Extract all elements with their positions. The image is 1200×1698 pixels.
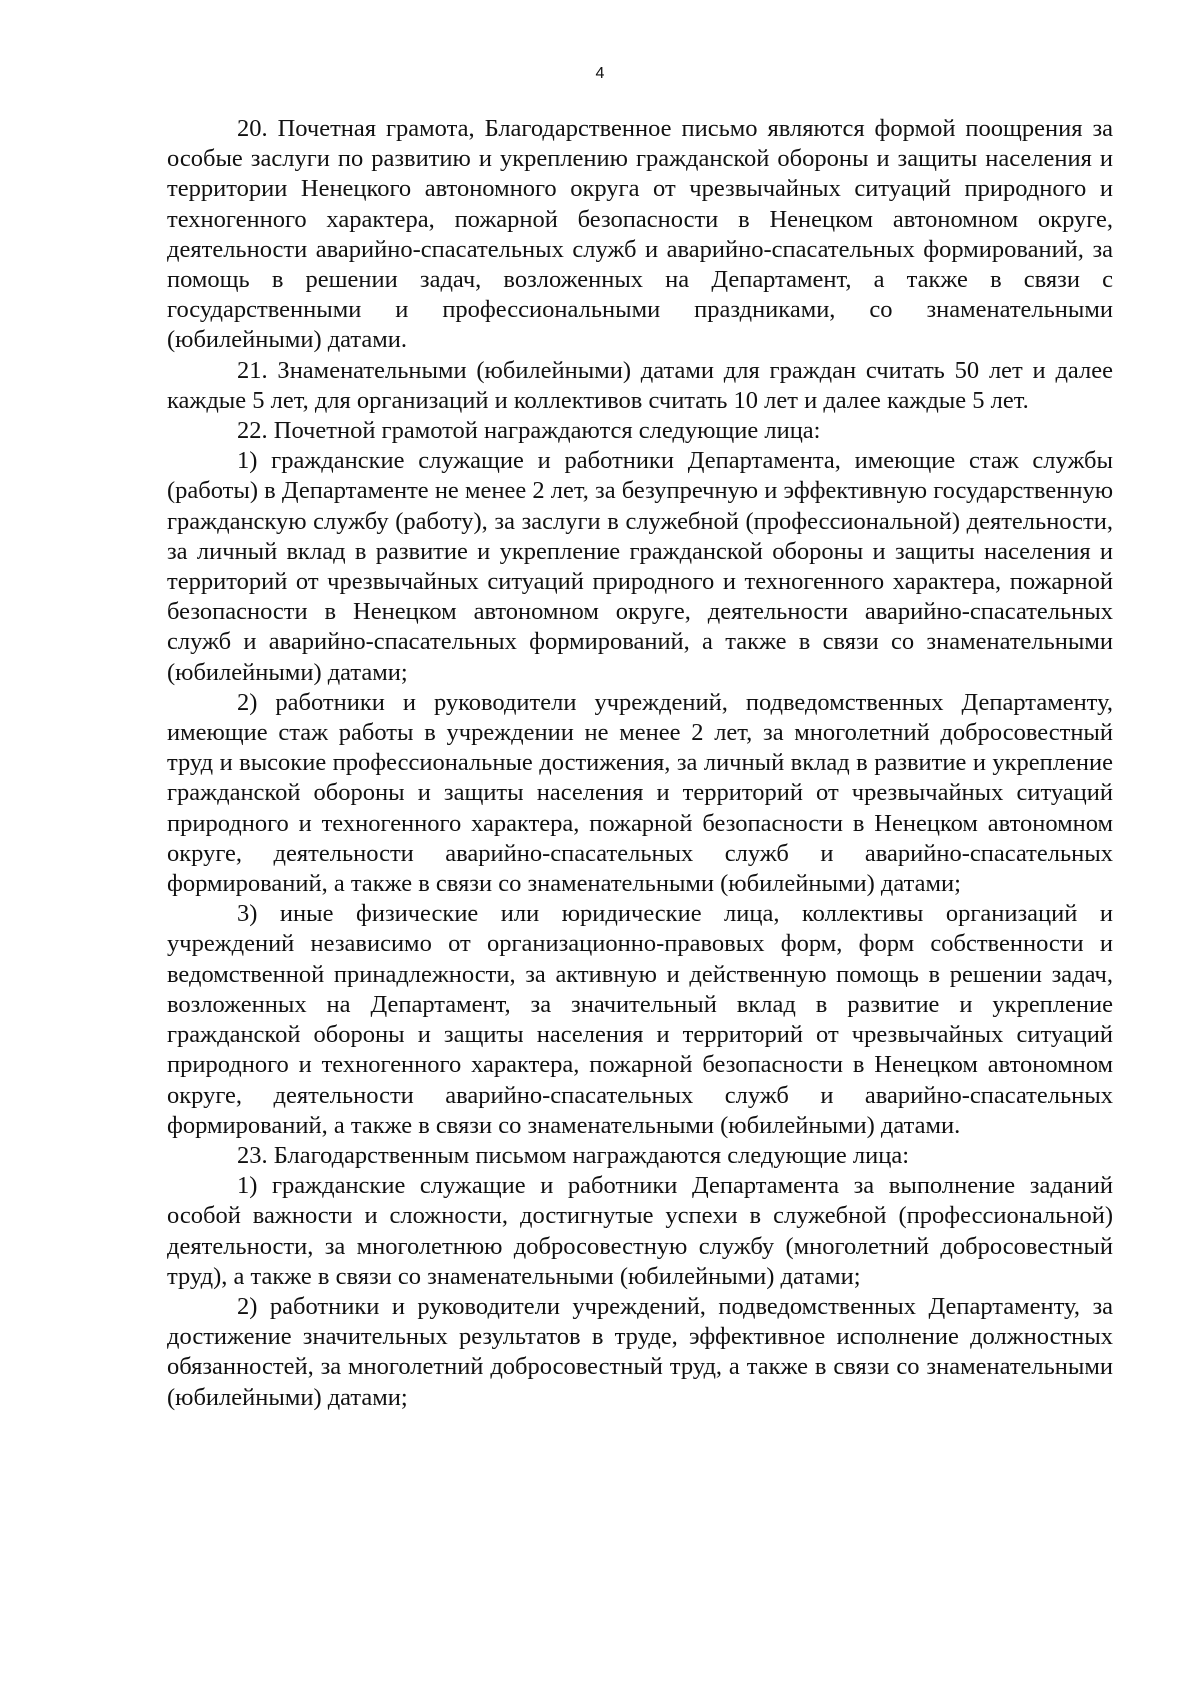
page-number: 4 xyxy=(595,65,605,82)
paragraph-22-item-3: 3) иные физические или юридические лица, коллективы организаций и учреждений независимо от организационно-правовых форм, форм собственности и ведомственной принадлежности, за активную и действенную помощь в решении задач, возложенных на Департамент, за значительный вклад в развитие и укрепление гражданской обороны и защиты населения и территорий от чрезвычайных ситуаций природного и техногенного характера, пожарной безопасности в Ненецком автономном округе, деятельности аварийно-спасательных служб и аварийно-спасательных формирований, а также в связи со знаменательными (юбилейными) датами. xyxy=(167,900,1113,1139)
paragraph-22-item-2: 2) работники и руководители учреждений, подведомственных Департаменту, имеющие стаж работы в учреждении не менее 2 лет, за многолетний добросовестный труд и высокие профессиональные достижения, за личный вклад в развитие и укрепление гражданской обороны и защиты населения и территорий от чрезвычайных ситуаций природного и техногенного характера, пожарной безопасности в Ненецком автономном округе, деятельности аварийно-спасательных служб и аварийно-спасательных формирований, а также в связи со знаменательными (юбилейными) датами; xyxy=(167,688,1113,898)
paragraph-22-heading: 22. Почетной грамотой награждаются следующие лица: xyxy=(237,417,821,445)
document-body xyxy=(167,114,1113,1413)
paragraph-22-item-1: 1) гражданские служащие и работники Департамента, имеющие стаж службы (работы) в Департаменте не менее 2 лет, за безупречную и эффективную государственную гражданскую службу (работу), за заслуги в служебной (профессиональной) деятельности, за личный вклад в развитие и укрепление гражданской обороны и защиты населения и территорий от чрезвычайных ситуаций природного и техногенного характера, пожарной безопасности в Ненецком автономном округе, деятельности аварийно-спасательных служб и аварийно-спасательных формирований, а также в связи со знаменательными (юбилейными) датами; xyxy=(167,447,1113,686)
paragraph-23-item-2: 2) работники и руководители учреждений, подведомственных Департаменту, за достижение значительных результатов в труде, эффективное исполнение должностных обязанностей, за многолетний добросовестный труд, а также в связи со знаменательными (юбилейными) датами; xyxy=(167,1292,1113,1411)
paragraph-23-heading: 23. Благодарственным письмом награждаются следующие лица: xyxy=(237,1141,910,1169)
paragraph-23-item-1: 1) гражданские служащие и работники Департамента за выполнение заданий особой важности и сложности, достигнутые успехи в служебной (профессиональной) деятельности, за многолетнюю добросовестную службу (многолетний добросовестный труд), а также в связи со знаменательными (юбилейными) датами; xyxy=(167,1172,1113,1290)
paragraph-21: 21. Знаменательными (юбилейными) датами для граждан считать 50 лет и далее каждые 5 лет, для организаций и коллективов считать 10 лет и далее каждые 5 лет. xyxy=(167,356,1113,414)
paragraph-20: 20. Почетная грамота, Благодарственное письмо являются формой поощрения за особые заслуги по развитию и укреплению гражданской обороны и защиты населения и территории Ненецкого автономного округа от чрезвычайных ситуаций природного и техногенного характера, пожарной безопасности в Ненецком автономном округе, деятельности аварийно-спасательных служб и аварийно-спасательных формирований, за помощь в решении задач, возложенных на Департамент, а также в связи с государственными и профессиональными праздниками, со знаменательными (юбилейными) датами. xyxy=(167,115,1113,354)
